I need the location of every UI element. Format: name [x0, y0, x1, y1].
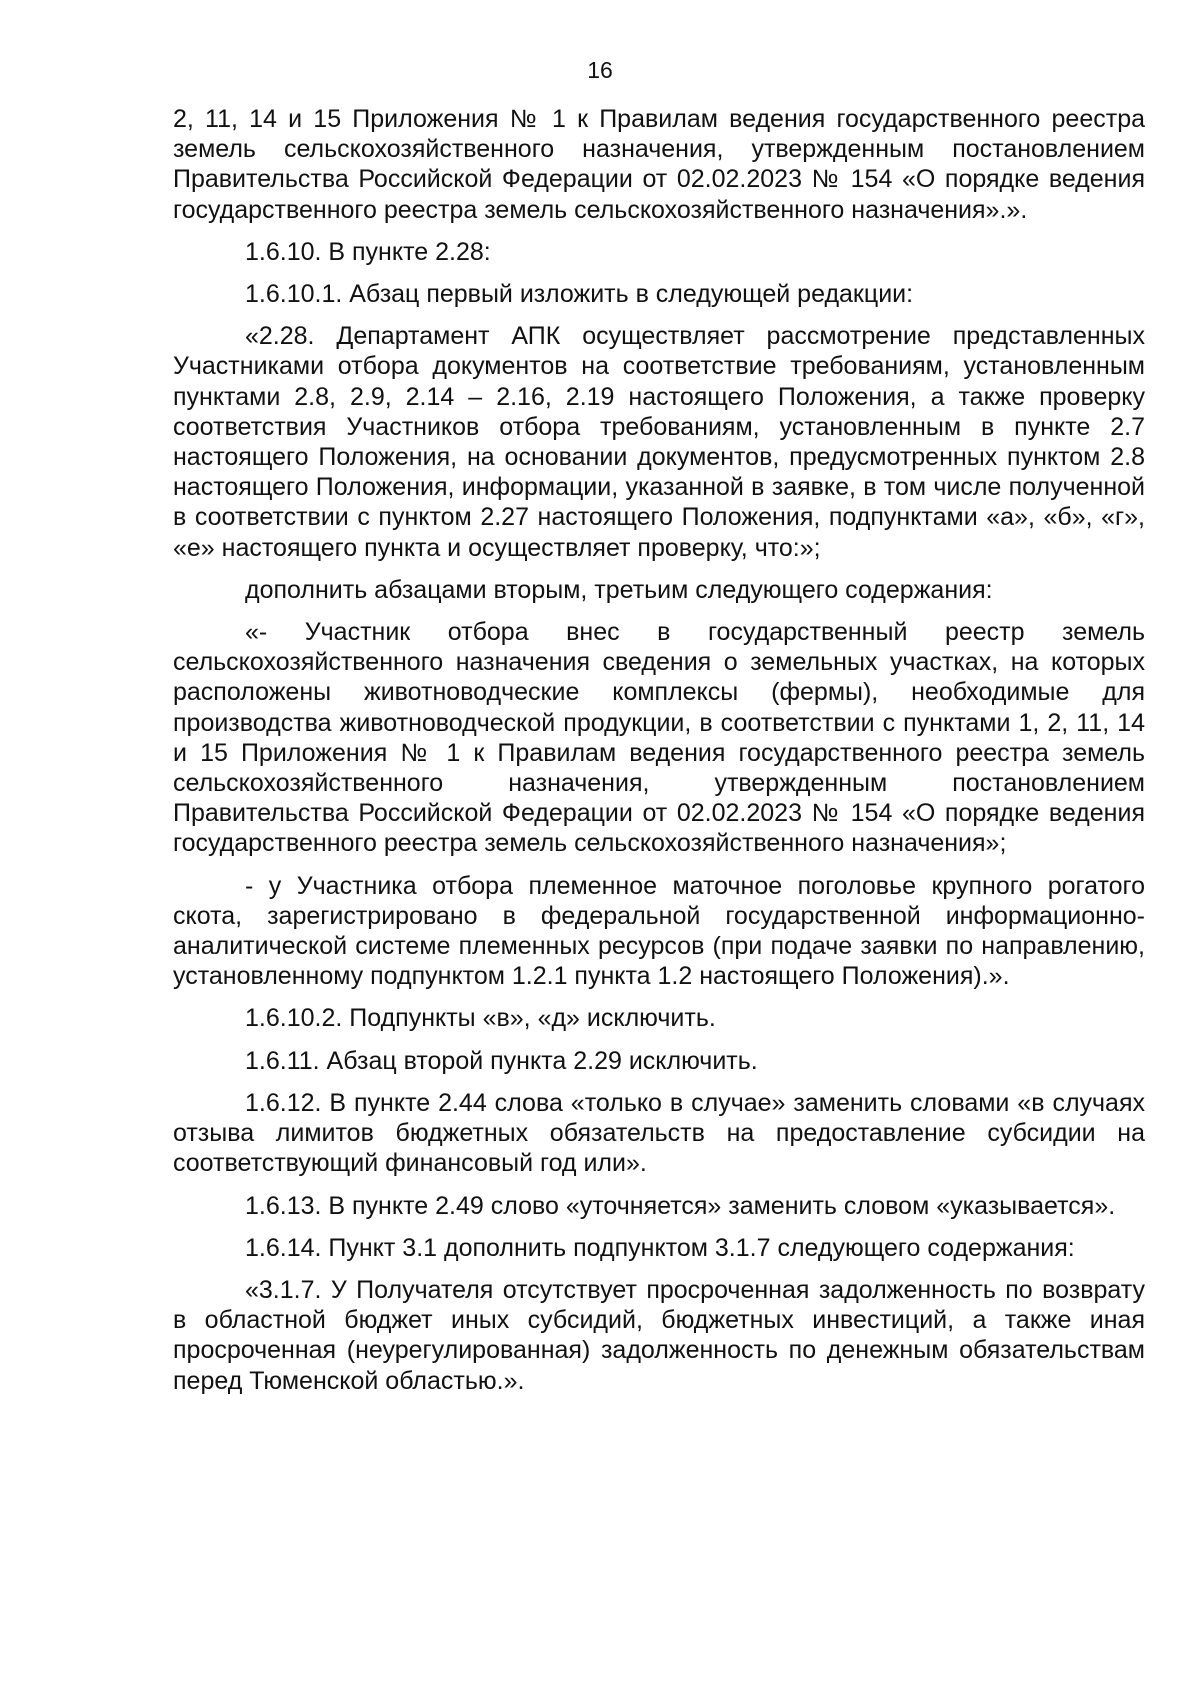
paragraph-continuation: 2, 11, 14 и 15 Приложения № 1 к Правилам ведения государственного реестра земель сельскохозяйственного назначения, утвержденным постановлением Правительства Российской Федерации от 02.02.2023 № 154 «О порядке ведения государственного реестра земель сельскохозяйственного назначения».». — [173, 105, 1145, 224]
page-number: 16 — [587, 57, 613, 83]
paragraph-1-6-14: 1.6.14. Пункт 3.1 дополнить подпунктом 3.1.7 следующего содержания: — [245, 1233, 1075, 1262]
paragraph-3-1-7: «3.1.7. У Получателя отсутствует просроченная задолженность по возврату в областной бюджет иных субсидий, бюджетных инвестиций, а также иная просроченная (неурегулированная) задолженность по денежным обязательствам перед Тюменской областью.». — [173, 1275, 1145, 1395]
paragraph-2-28: «2.28. Департамент АПК осуществляет рассмотрение представленных Участниками отбора документов на соответствие требованиям, установленным пунктами 2.8, 2.9, 2.14 – 2.16, 2.19 настоящего Положения, а также проверку соответствия Участников отбора требованиям, установленным в пункте 2.7 настоящего Положения, на основании документов, предусмотренных пунктом 2.8 настоящего Положения, информации, указанной в заявке, в том числе полученной в соответствии с пунктом 2.27 настоящего Положения, подпунктами «а», «б», «г», «е» настоящего пункта и осуществляет проверку, что:»; — [173, 322, 1145, 562]
paragraph-1-6-10-1: 1.6.10.1. Абзац первый изложить в следующей редакции: — [245, 280, 914, 309]
paragraph-1-6-10-2: 1.6.10.2. Подпункты «в», «д» исключить. — [245, 1004, 716, 1033]
paragraph-addition-1: «- Участник отбора внес в государственный реестр земель сельскохозяйственного назначения сведения о земельных участках, на которых расположены животноводческие комплексы (фермы), необходимые для производства животноводческой продукции, в соответствии с пунктами 1, 2, 11, 14 и 15 Приложения № 1 к Правилам ведения государственного реестра земель сельскохозяйственного назначения, утвержденным постановлением Правительства Российской Федерации от 02.02.2023 № 154 «О порядке ведения государственного реестра земель сельскохозяйственного назначения»; — [173, 618, 1145, 858]
paragraph-addition-intro: дополнить абзацами вторым, третьим следующего содержания: — [245, 575, 993, 604]
paragraph-1-6-13: 1.6.13. В пункте 2.49 слово «уточняется» заменить словом «указывается». — [245, 1191, 1116, 1220]
document-body — [173, 104, 1145, 1408]
paragraph-1-6-12: 1.6.12. В пункте 2.44 слова «только в случае» заменить словами «в случаях отзыва лимитов бюджетных обязательств на предоставление субсидии на соответствующий финансовый год или». — [173, 1088, 1145, 1178]
paragraph-1-6-11: 1.6.11. Абзац второй пункта 2.29 исключить. — [245, 1046, 758, 1075]
paragraph-addition-2: - у Участника отбора племенное маточное поголовье крупного рогатого скота, зарегистрировано в федеральной государственной информационно-аналитической системе племенных ресурсов (при подаче заявки по направлению, установленному подпунктом 1.2.1 пункта 1.2 настоящего Положения).». — [173, 871, 1145, 991]
paragraph-1-6-10: 1.6.10. В пункте 2.28: — [245, 237, 491, 266]
